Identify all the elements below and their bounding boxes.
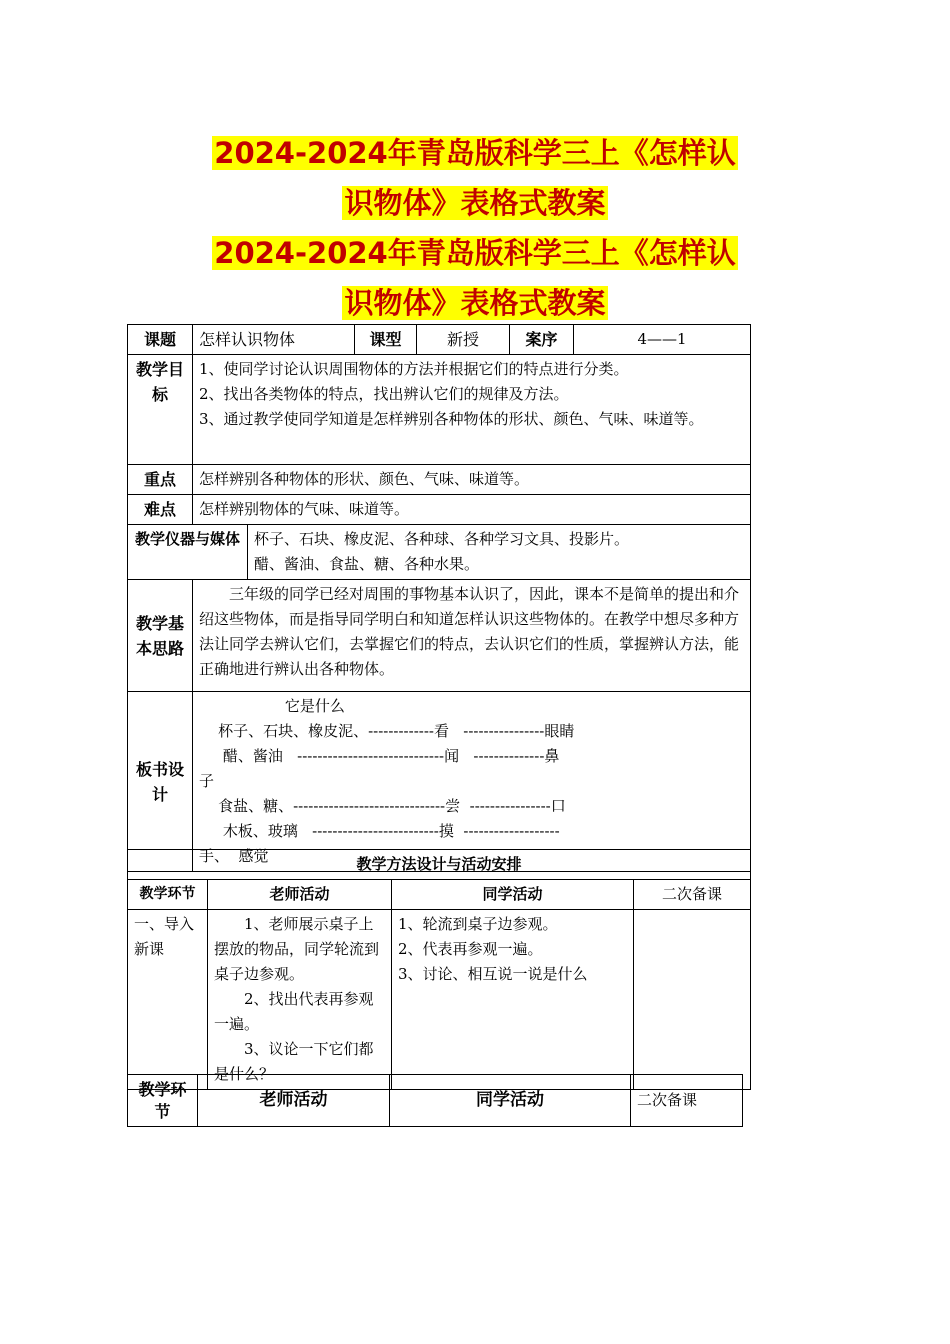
order-label: 案序 (510, 325, 574, 355)
topic-value: 怎样认识物体 (193, 325, 355, 355)
topic-label: 课题 (128, 325, 193, 355)
title-line-3: 2024-2024年青岛版科学三上《怎样认 (214, 236, 736, 270)
row-student (392, 910, 634, 1090)
document-title (0, 128, 950, 328)
activity-title: 教学方法设计与活动安排 (128, 850, 751, 880)
board-label: 板书设计 (128, 692, 193, 872)
type-value: 新授 (417, 325, 510, 355)
order-value: 4——1 (574, 325, 751, 355)
row-stage: 一、导入新课 (128, 910, 208, 1090)
type-label: 课型 (355, 325, 417, 355)
teacher-step: 1、老师展示桌子上摆放的物品，同学轮流到桌子边参观。 (214, 915, 380, 983)
goal-item: 3、通过教学使同学知道是怎样辨别各种物体的形状、颜色、气味、味道等。 (199, 410, 704, 428)
difficulty-value: 怎样辨别物体的气味、味道等。 (193, 495, 751, 525)
student-step: 2、代表再参观一遍。 (398, 940, 543, 958)
col-notes: 二次备课 (634, 880, 751, 910)
difficulty-label: 难点 (128, 495, 193, 525)
title-line-2: 识物体》表格式教案 (344, 186, 606, 220)
student-step: 3、讨论、相互说一说是什么 (398, 965, 588, 983)
col-stage: 教学环节 (128, 880, 208, 910)
goal-item: 2、找出各类物体的特点，找出辨认它们的规律及方法。 (199, 385, 569, 403)
key-point-value: 怎样辨别各种物体的形状、颜色、气味、味道等。 (193, 465, 751, 495)
title-line-4: 识物体》表格式教案 (344, 286, 606, 320)
goals-label: 教学目标 (128, 355, 193, 465)
board-content (193, 692, 751, 872)
continuation-header-table (127, 1074, 743, 1127)
board-line: 醋、酱油 -----------------------------闻 --------------鼻 (199, 747, 560, 765)
board-line: 它是什么 (199, 697, 345, 715)
row-teacher (208, 910, 392, 1090)
approach-text: 三年级的同学已经对周围的事物基本认识了，因此，课本不是简单的提出和介绍这些物体，而是指导同学明白和知道怎样认识这些物体的。在教学中想尽多种方法让同学去辨认它们，去掌握它们的特点，去认识它们的性质，掌握辨认方法，能正确地进行辨认出各种物体。 (193, 580, 751, 692)
title-line-1: 2024-2024年青岛版科学三上《怎样认 (214, 136, 736, 170)
board-line: 手、 感觉 (199, 847, 269, 865)
teacher-step: 2、找出代表再参观一遍。 (214, 990, 374, 1033)
media-label: 教学仪器与媒体 (128, 525, 248, 580)
student-step: 1、轮流到桌子边参观。 (398, 915, 558, 933)
col-teacher: 老师活动 (208, 880, 392, 910)
media-line: 醋、酱油、食盐、糖、各种水果。 (254, 555, 480, 573)
media-content (248, 525, 751, 580)
second-col-stage: 教学环节 (128, 1075, 198, 1127)
col-student: 同学活动 (392, 880, 634, 910)
goal-item: 1、使同学讨论认识周围物体的方法并根据它们的特点进行分类。 (199, 360, 629, 378)
second-col-teacher: 老师活动 (198, 1075, 390, 1127)
teacher-step: 3、议论一下它们都是什么？ (214, 1040, 374, 1083)
key-point-label: 重点 (128, 465, 193, 495)
lesson-plan-table (127, 324, 751, 872)
second-col-student: 同学活动 (390, 1075, 631, 1127)
media-line: 杯子、石块、橡皮泥、各种球、各种学习文具、投影片。 (254, 530, 630, 548)
approach-label: 教学基本思路 (128, 580, 193, 692)
board-line: 食盐、糖、------------------------------尝 ----------------口 (199, 797, 566, 815)
activity-table (127, 849, 751, 1090)
row-notes (634, 910, 751, 1090)
board-line: 木板、玻璃 -------------------------摸 ------------------- (199, 822, 560, 840)
board-line: 杯子、石块、橡皮泥、-------------看 ----------------眼睛 (199, 722, 575, 740)
second-col-notes: 二次备课 (631, 1075, 743, 1127)
goals-content (193, 355, 751, 465)
board-line: 子 (199, 772, 215, 790)
